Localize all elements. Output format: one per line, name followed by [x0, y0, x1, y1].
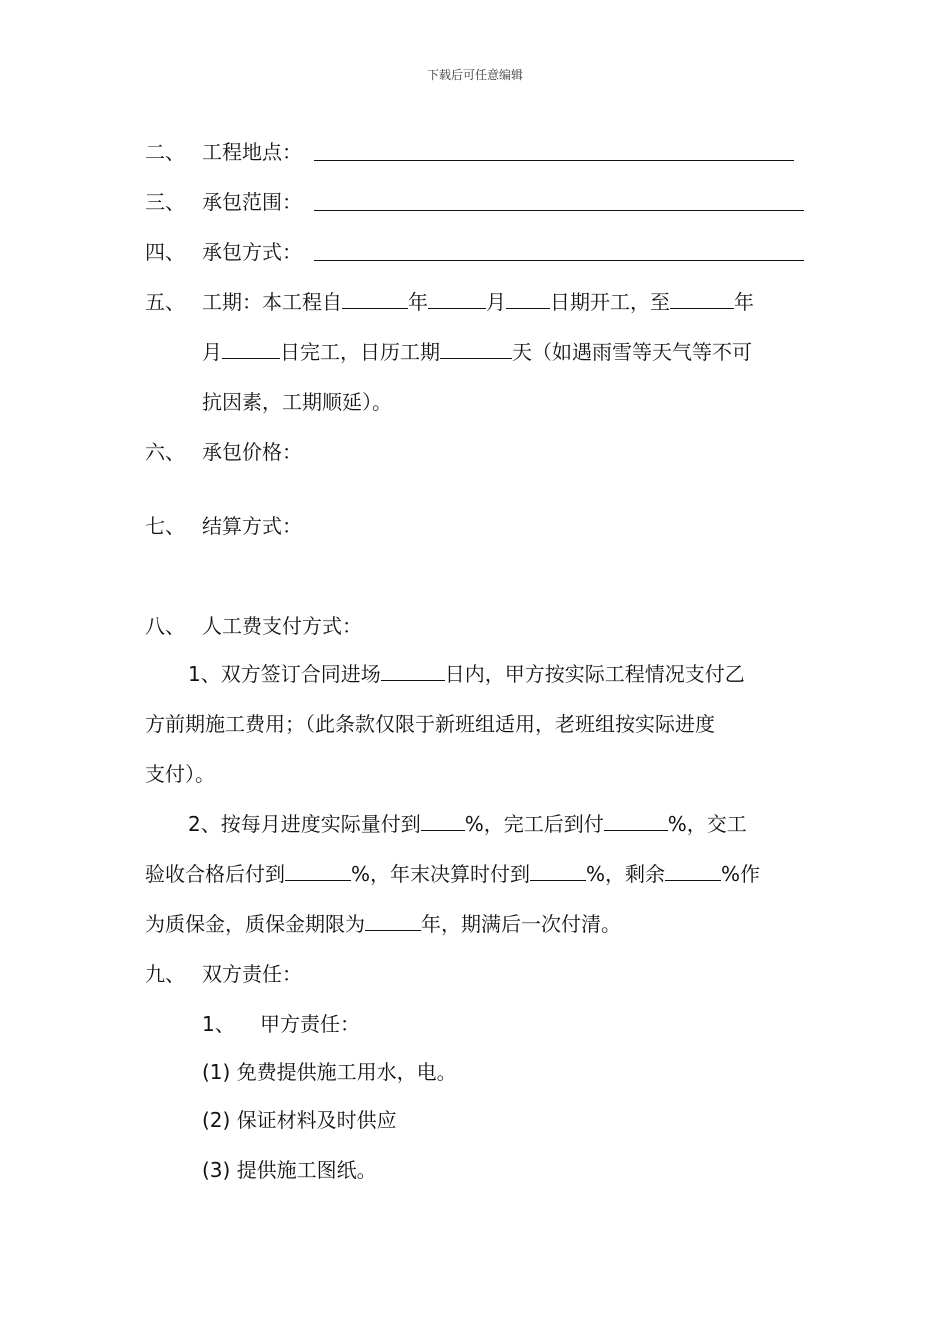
clause-text: 日内，甲方按实际工程情况支付乙: [444, 662, 745, 686]
clause-text: 年，期满后一次付清。: [421, 912, 621, 936]
fill-blank-line[interactable]: [428, 288, 486, 309]
section-label: 承包方式：: [202, 240, 302, 264]
fill-blank-line[interactable]: [530, 860, 586, 881]
payment-clause-2-line-3: [145, 910, 621, 938]
fill-blank-line[interactable]: [381, 660, 445, 681]
duty-item-2: (2) 保证材料及时供应: [202, 1108, 397, 1132]
fill-blank-line[interactable]: [665, 860, 721, 881]
section-label: 双方责任：: [202, 962, 302, 986]
section-5-line-2: [202, 338, 752, 366]
clause-text: 1、双方签订合同进场: [188, 662, 381, 686]
clause-text: %，交工: [667, 812, 747, 836]
clause-text: 验收合格后付到: [145, 862, 285, 886]
clause-text: %，年末决算时付到: [351, 862, 531, 886]
section-number: 三、: [145, 190, 185, 214]
fill-blank-line[interactable]: [440, 338, 512, 359]
section-label: 结算方式：: [202, 514, 302, 538]
clause-text: %，剩余: [586, 862, 666, 886]
sub-label: 甲方责任：: [260, 1012, 360, 1036]
clause-text: 为质保金，质保金期限为: [145, 912, 365, 936]
section-label: 承包范围：: [202, 190, 302, 214]
fill-blank-line[interactable]: [314, 160, 794, 161]
section-5-line-1: [202, 288, 754, 316]
section-number: 九、: [145, 962, 185, 986]
section-label: 人工费支付方式：: [202, 614, 362, 638]
fill-blank-line[interactable]: [421, 810, 465, 831]
clause-text: 2、按每月进度实际量付到: [188, 812, 421, 836]
clause-text: %作: [721, 862, 761, 886]
section-label: 工期：本工程自: [202, 290, 342, 314]
section-number: 六、: [145, 440, 185, 464]
duty-item-3: (3) 提供施工图纸。: [202, 1158, 377, 1182]
text-year: 年: [734, 290, 754, 314]
fill-blank-line[interactable]: [670, 288, 734, 309]
fill-blank-line[interactable]: [314, 260, 804, 261]
clause-text: %，完工后到付: [464, 812, 604, 836]
fill-blank-line[interactable]: [222, 338, 280, 359]
text-start: 日期开工，至: [550, 290, 670, 314]
page-header: 下载后可任意编辑: [426, 68, 523, 82]
section-number: 四、: [145, 240, 185, 264]
duty-item-1: (1) 免费提供施工用水，电。: [202, 1060, 457, 1084]
fill-blank-line[interactable]: [506, 288, 550, 309]
fill-blank-line[interactable]: [314, 210, 804, 211]
payment-clause-1-line-3: 支付）。: [145, 762, 215, 786]
section-5-line-3: 抗因素，工期顺延）。: [202, 390, 392, 414]
text-month: 月: [202, 340, 222, 364]
fill-blank-line[interactable]: [285, 860, 351, 881]
section-number: 五、: [145, 290, 185, 314]
text-days: 天（如遇雨雪等天气等不可: [512, 340, 752, 364]
section-label: 承包价格：: [202, 440, 302, 464]
payment-clause-1-line-2: 方前期施工费用；（此条款仅限于新班组适用，老班组按实际进度: [145, 712, 715, 736]
text-complete: 日完工，日历工期: [280, 340, 440, 364]
section-number: 七、: [145, 514, 185, 538]
sub-number: 1、: [202, 1012, 235, 1036]
fill-blank-line[interactable]: [604, 810, 668, 831]
section-label: 工程地点：: [202, 140, 302, 164]
text-year: 年: [408, 290, 428, 314]
payment-clause-2-line-1: [188, 810, 747, 838]
text-month: 月: [486, 290, 506, 314]
fill-blank-line[interactable]: [342, 288, 408, 309]
section-number: 二、: [145, 140, 185, 164]
payment-clause-1-line-1: [188, 660, 745, 688]
section-number: 八、: [145, 614, 185, 638]
payment-clause-2-line-2: [145, 860, 760, 888]
fill-blank-line[interactable]: [365, 910, 421, 931]
